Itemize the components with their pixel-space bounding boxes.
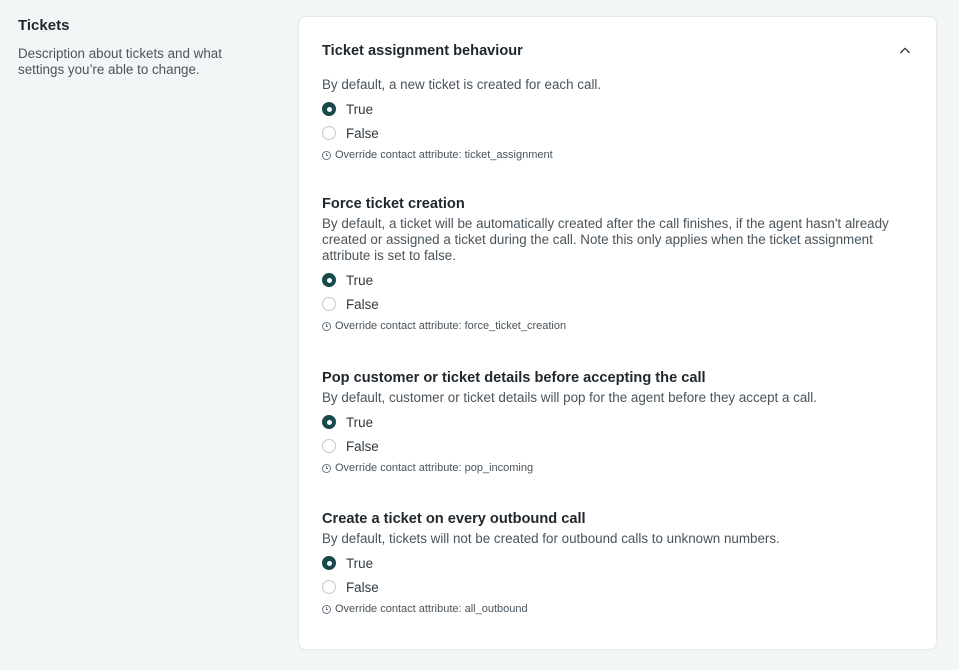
radio-label: True: [346, 101, 374, 117]
override-text: Override contact attribute: all_outbound: [335, 603, 528, 615]
radio-option-true[interactable]: [322, 410, 922, 434]
section-ticket-assignment: [322, 41, 922, 163]
override-text: Override contact attribute: ticket_assignment: [335, 149, 553, 161]
radio-button[interactable]: [322, 439, 336, 453]
tickets-sidebar: [18, 16, 268, 78]
radio-option-false[interactable]: [322, 434, 922, 458]
clock-icon: [322, 322, 331, 331]
clock-icon: [322, 464, 331, 473]
radio-label: True: [346, 414, 374, 430]
section-description: By default, a new ticket is created for each call.: [322, 77, 602, 92]
override-text: Override contact attribute: pop_incoming: [335, 462, 534, 474]
radio-button[interactable]: [322, 297, 336, 311]
radio-label: False: [346, 438, 379, 454]
radio-option-true[interactable]: [322, 268, 922, 292]
radio-label: True: [346, 272, 374, 288]
tickets-heading: Tickets: [18, 17, 70, 34]
override-attribute: [322, 318, 922, 334]
section-description: By default, tickets will not be created for outbound calls to unknown numbers.: [322, 531, 780, 546]
section-description: By default, a ticket will be automatically created after the call finishes, if the agent hasn't already created or assigned a ticket during the call. Note this only applies when the ticket assignment attribute is set to false.: [322, 216, 889, 263]
radio-label: False: [346, 579, 379, 595]
section-pop-details: [322, 368, 922, 476]
ticket-settings-card: [298, 16, 937, 650]
section-force-ticket-creation: [322, 194, 922, 334]
override-attribute: [322, 460, 922, 476]
radio-option-true[interactable]: [322, 97, 922, 121]
section-description: By default, customer or ticket details will pop for the agent before they accept a call.: [322, 390, 817, 405]
section-title: Create a ticket on every outbound call: [322, 511, 586, 527]
tickets-description: Description about tickets and what settings you’re able to change.: [18, 46, 222, 77]
radio-button-checked[interactable]: [322, 415, 336, 429]
radio-option-false[interactable]: [322, 121, 922, 145]
clock-icon: [322, 605, 331, 614]
clock-icon: [322, 151, 331, 160]
radio-label: True: [346, 555, 374, 571]
override-text: Override contact attribute: force_ticket_creation: [335, 320, 567, 332]
radio-option-false[interactable]: [322, 292, 922, 316]
radio-button[interactable]: [322, 580, 336, 594]
radio-button[interactable]: [322, 126, 336, 140]
override-attribute: [322, 147, 922, 163]
section-title: Pop customer or ticket details before accepting the call: [322, 370, 706, 386]
radio-option-true[interactable]: [322, 551, 922, 575]
radio-button-checked[interactable]: [322, 556, 336, 570]
radio-label: False: [346, 125, 379, 141]
radio-option-false[interactable]: [322, 575, 922, 599]
section-title: Ticket assignment behaviour: [322, 43, 523, 59]
radio-button-checked[interactable]: [322, 273, 336, 287]
override-attribute: [322, 601, 922, 617]
section-outbound-ticket: [322, 509, 922, 617]
section-title: Force ticket creation: [322, 196, 465, 212]
radio-label: False: [346, 296, 379, 312]
radio-button-checked[interactable]: [322, 102, 336, 116]
